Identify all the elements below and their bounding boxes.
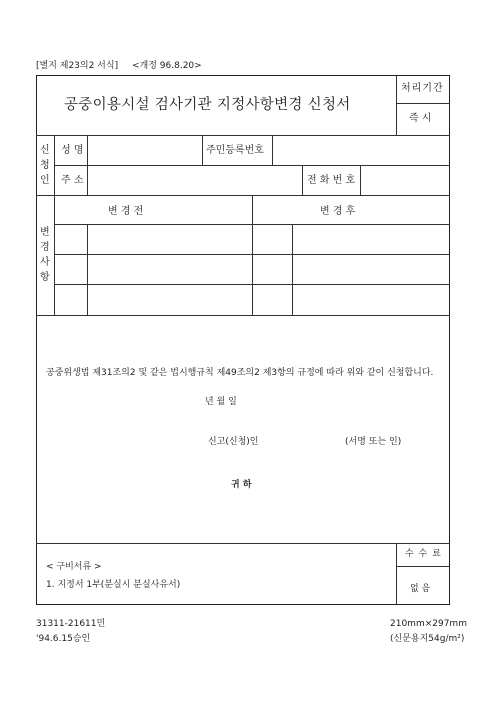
date-line: 년 월 일 — [205, 397, 237, 407]
paper-type: (신문용지54g/m²) — [390, 634, 465, 644]
resident-id-label: 주민등록번호 — [206, 145, 264, 156]
applicant-section-char-2: 청 — [40, 160, 50, 171]
required-document-item: 1. 지정서 1부(분실시 분실사유서) — [46, 580, 181, 590]
paper-size: 210mm×297mm — [390, 619, 467, 629]
phone-label: 전 화 번 호 — [307, 175, 356, 186]
signature-note: (서명 또는 인) — [345, 437, 402, 447]
fee-value: 없 음 — [410, 584, 431, 594]
changes-section-char-2: 경 — [40, 242, 50, 253]
processing-period-value: 즉 시 — [409, 113, 432, 124]
before-change-header: 변 경 전 — [108, 206, 144, 217]
name-label: 성 명 — [61, 145, 84, 156]
address-label: 주 소 — [61, 175, 84, 186]
form-title: 공중이용시설 검사기관 지정사항변경 신청서 — [64, 97, 351, 113]
processing-period-label: 처리기간 — [401, 83, 444, 94]
changes-section-char-1: 변 — [40, 227, 50, 238]
addressee: 귀 하 — [231, 480, 252, 490]
fee-label: 수 수 료 — [405, 549, 442, 559]
application-statement: 공중위생법 제31조의2 및 같은 법시행규칙 제49조의2 제3항의 규정에 따라 위와 같이 신청합니다. — [46, 368, 434, 378]
applicant-section-char-3: 인 — [40, 175, 50, 186]
applicant-signature-label: 신고(신청)인 — [208, 437, 259, 447]
applicant-section-char-1: 신 — [40, 145, 50, 156]
changes-section-char-4: 항 — [40, 272, 50, 283]
form-number: [별지 제23의2 서식] — [36, 61, 119, 71]
form-code: 31311-21611민 — [36, 619, 106, 629]
approval-date: '94.6.15승인 — [36, 634, 91, 644]
after-change-header: 변 경 후 — [320, 206, 356, 217]
changes-section-char-3: 사 — [40, 257, 50, 268]
revision-date: <개정 96.8.20> — [132, 61, 202, 71]
required-documents-heading: < 구비서류 > — [46, 562, 102, 572]
